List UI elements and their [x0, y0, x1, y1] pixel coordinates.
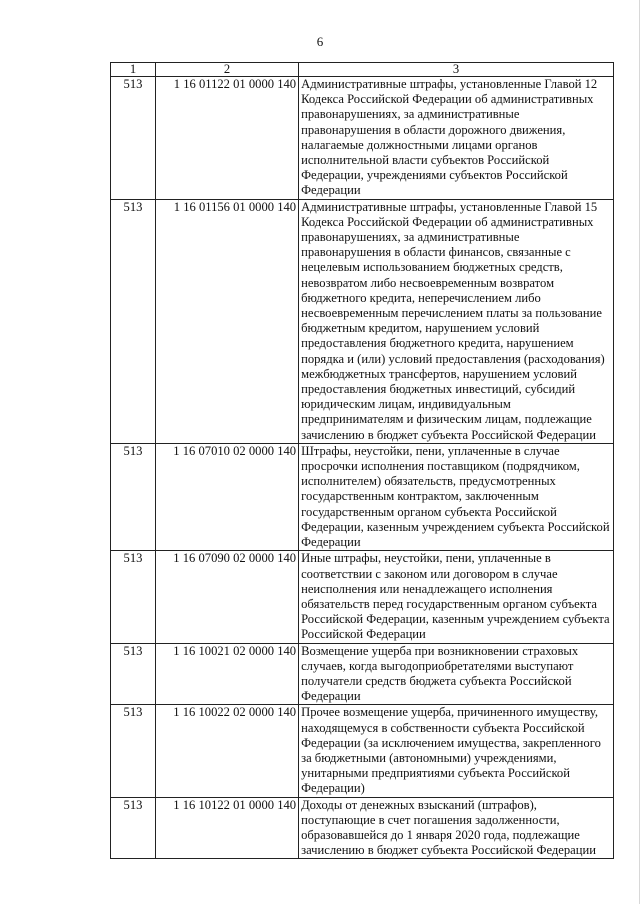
revenue-codes-table [110, 62, 614, 859]
column-header-3: 3 [299, 63, 614, 77]
revenue-code-cell: 1 16 07010 02 0000 140 [155, 443, 298, 550]
admin-code-cell: 513 [111, 443, 156, 550]
admin-code-cell: 513 [111, 199, 156, 443]
table-row [111, 797, 614, 859]
table-row [111, 443, 614, 550]
admin-code-cell: 513 [111, 643, 156, 705]
revenue-code-cell: 1 16 01156 01 0000 140 [155, 199, 298, 443]
table-row [111, 199, 614, 443]
table-row [111, 643, 614, 705]
revenue-name-cell: Возмещение ущерба при возникновении страховых случаев, когда выгодоприобретателями выступают получатели средств бюджета субъекта Российской Федерации [299, 643, 614, 705]
revenue-name-cell: Административные штрафы, установленные Главой 12 Кодекса Российской Федерации об административных правонарушениях, за административные правонарушения в области дорожного движения, налагаемые должностными лицами органов исполнительной власти субъектов Российской Федерации, учреждениями субъектов Российской Федерации [299, 77, 614, 200]
revenue-name-cell: Прочее возмещение ущерба, причиненного имуществу, находящемуся в собственности субъекта Российской Федерации (за исключением имущества, закрепленного за бюджетными (автономными) учреждениями, унитарными предприятиями субъекта Российской Федерации) [299, 705, 614, 797]
revenue-code-cell: 1 16 07090 02 0000 140 [155, 551, 298, 643]
table-row [111, 551, 614, 643]
revenue-code-cell: 1 16 10122 01 0000 140 [155, 797, 298, 859]
revenue-name-cell: Доходы от денежных взысканий (штрафов), поступающие в счет погашения задолженности, образовавшейся до 1 января 2020 года, подлежащие зачислению в бюджет субъекта Российской Федерации [299, 797, 614, 859]
revenue-code-cell: 1 16 10021 02 0000 140 [155, 643, 298, 705]
column-header-2: 2 [155, 63, 298, 77]
admin-code-cell: 513 [111, 551, 156, 643]
page-number: 6 [316, 34, 324, 49]
revenue-name-cell: Иные штрафы, неустойки, пени, уплаченные в соответствии с законом или договором в случае неисполнения или ненадлежащего исполнения обязательств перед государственным органом субъекта Российской Федерации, казенным учреждением субъекта Российской Федерации [299, 551, 614, 643]
admin-code-cell: 513 [111, 705, 156, 797]
table-row [111, 705, 614, 797]
admin-code-cell: 513 [111, 77, 156, 200]
table-row [111, 77, 614, 200]
revenue-code-cell: 1 16 10022 02 0000 140 [155, 705, 298, 797]
revenue-name-cell: Штрафы, неустойки, пени, уплаченные в случае просрочки исполнения поставщиком (подрядчиком, исполнителем) обязательств, предусмотренных государственным контрактом, заключенным государственным органом субъекта Российской Федерации, казенным учреждением субъекта Российской Федерации [299, 443, 614, 550]
table-header-row [111, 63, 614, 77]
admin-code-cell: 513 [111, 797, 156, 859]
column-header-1: 1 [111, 63, 156, 77]
revenue-name-cell: Административные штрафы, установленные Главой 15 Кодекса Российской Федерации об административных правонарушениях, за административные правонарушения в области финансов, связанные с нецелевым использованием бюджетных средств, невозвратом либо несвоевременным возвратом бюджетного кредита, неперечислением либо несвоевременным перечислением платы за пользование бюджетным кредитом, нарушением условий предоставления бюджетного кредита, нарушением порядка и (или) условий предоставления (расходования) межбюджетных трансфертов, нарушением условий предоставления бюджетных инвестиций, субсидий юридическим лицам, индивидуальным предпринимателям и физическим лицам, подлежащие зачислению в бюджет субъекта Российской Федерации [299, 199, 614, 443]
revenue-code-cell: 1 16 01122 01 0000 140 [155, 77, 298, 200]
